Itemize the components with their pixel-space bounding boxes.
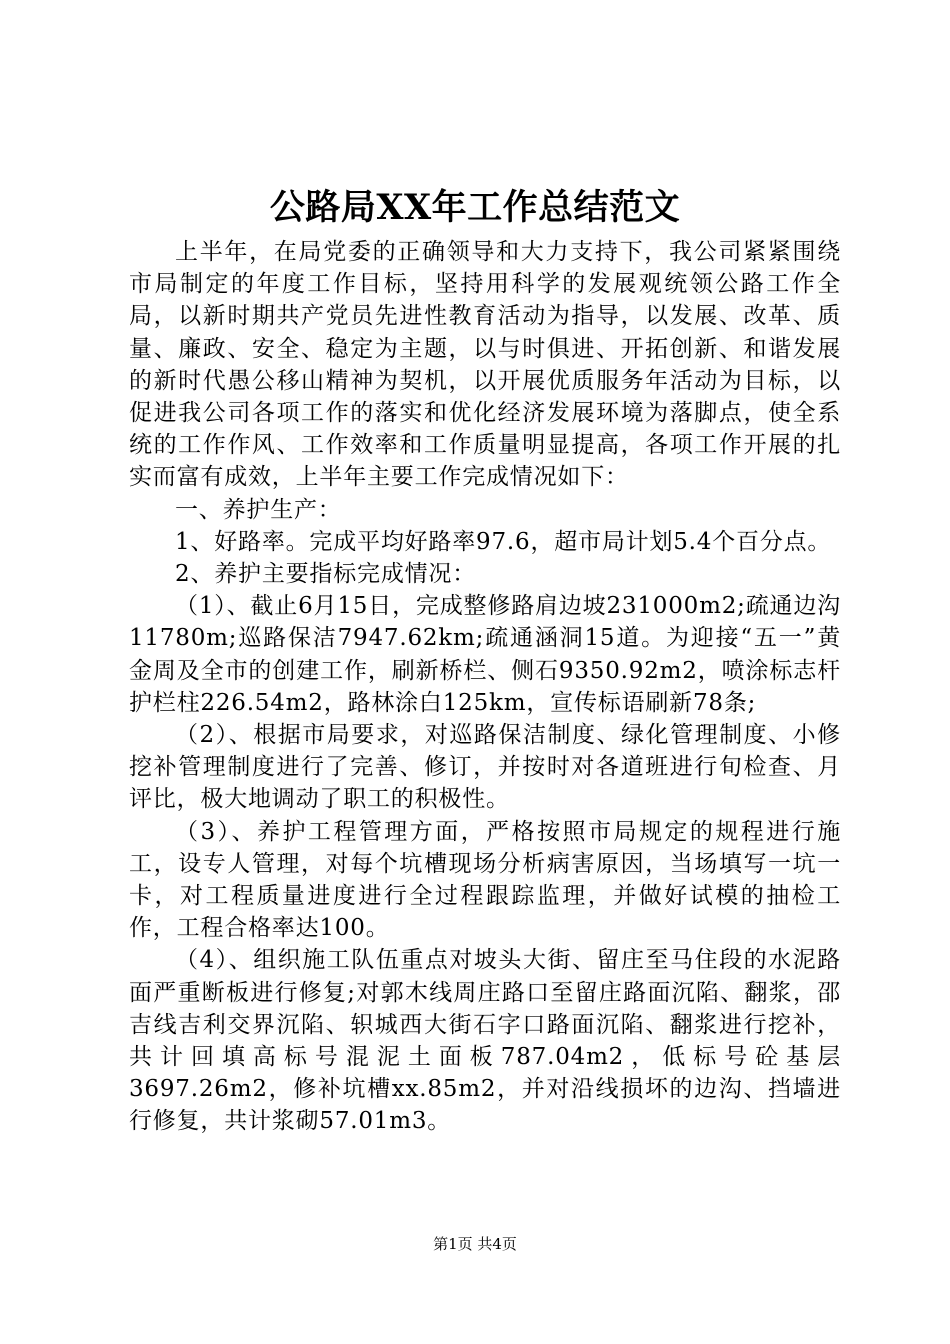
paragraph-good-road-rate: 1、好路率。完成平均好路率97.6，超市局计划5.4个百分点。 [175, 528, 832, 555]
page-number-footer: 第1页 共4页 [433, 1235, 517, 1253]
document-body [129, 236, 841, 1138]
section-heading-maintenance: 一、养护生产： [175, 496, 342, 523]
paragraph-item-4: （4）、组织施工队伍重点对坡头大街、留庄至马住段的水泥路面严重断板进行修复;对郭木线周庄路口至留庄路面沉陷、翻浆，邵吉线吉利交界沉陷、轵城西大街石字口路面沉陷、翻浆进行挖补，共计回填高标号混泥土面板787.04m2，低标号砼基层3697.26m2，修补坑槽xx.85m2，并对沿线损坏的边沟、挡墙进行修复，共计浆砌57.01m3。 [129, 947, 841, 1135]
paragraph-item-3: （3）、养护工程管理方面，严格按照市局规定的规程进行施工，设专人管理，对每个坑槽现场分析病害原因，当场填写一坑一卡，对工程质量进度进行全过程跟踪监理，并做好试模的抽检工作，工程合格率达100。 [129, 818, 841, 942]
document-title: 公路局XX年工作总结范文 [269, 187, 681, 228]
paragraph-intro: 上半年，在局党委的正确领导和大力支持下，我公司紧紧围绕市局制定的年度工作目标，坚持用科学的发展观统领公路工作全局，以新时期共产党员先进性教育活动为指导，以发展、改革、质量、廉政、安全、稳定为主题，以与时俱进、开拓创新、和谐发展的新时代愚公移山精神为契机，以开展优质服务年活动为目标，以促进我公司各项工作的落实和优化经济发展环境为落脚点，使全系统的工作作风、工作效率和工作质量明显提高，各项工作开展的扎实而富有成效，上半年主要工作完成情况如下： [129, 239, 841, 491]
paragraph-main-indicators: 2、养护主要指标完成情况： [175, 561, 477, 588]
paragraph-item-1: （1）、截止6月15日，完成整修路肩边坡231000m2;疏通边沟11780m;巡路保洁7947.62km;疏通涵洞15道。为迎接“五一”黄金周及全市的创建工作，刷新桥栏、侧石9350.92m2，喷涂标志杆护栏柱226.54m2，路林涂白125km，宣传标语刷新78条; [129, 593, 841, 716]
paragraph-item-2: （2）、根据市局要求，对巡路保洁制度、绿化管理制度、小修挖补管理制度进行了完善、修订，并按时对各道班进行旬检查、月评比，极大地调动了职工的积极性。 [129, 722, 841, 813]
